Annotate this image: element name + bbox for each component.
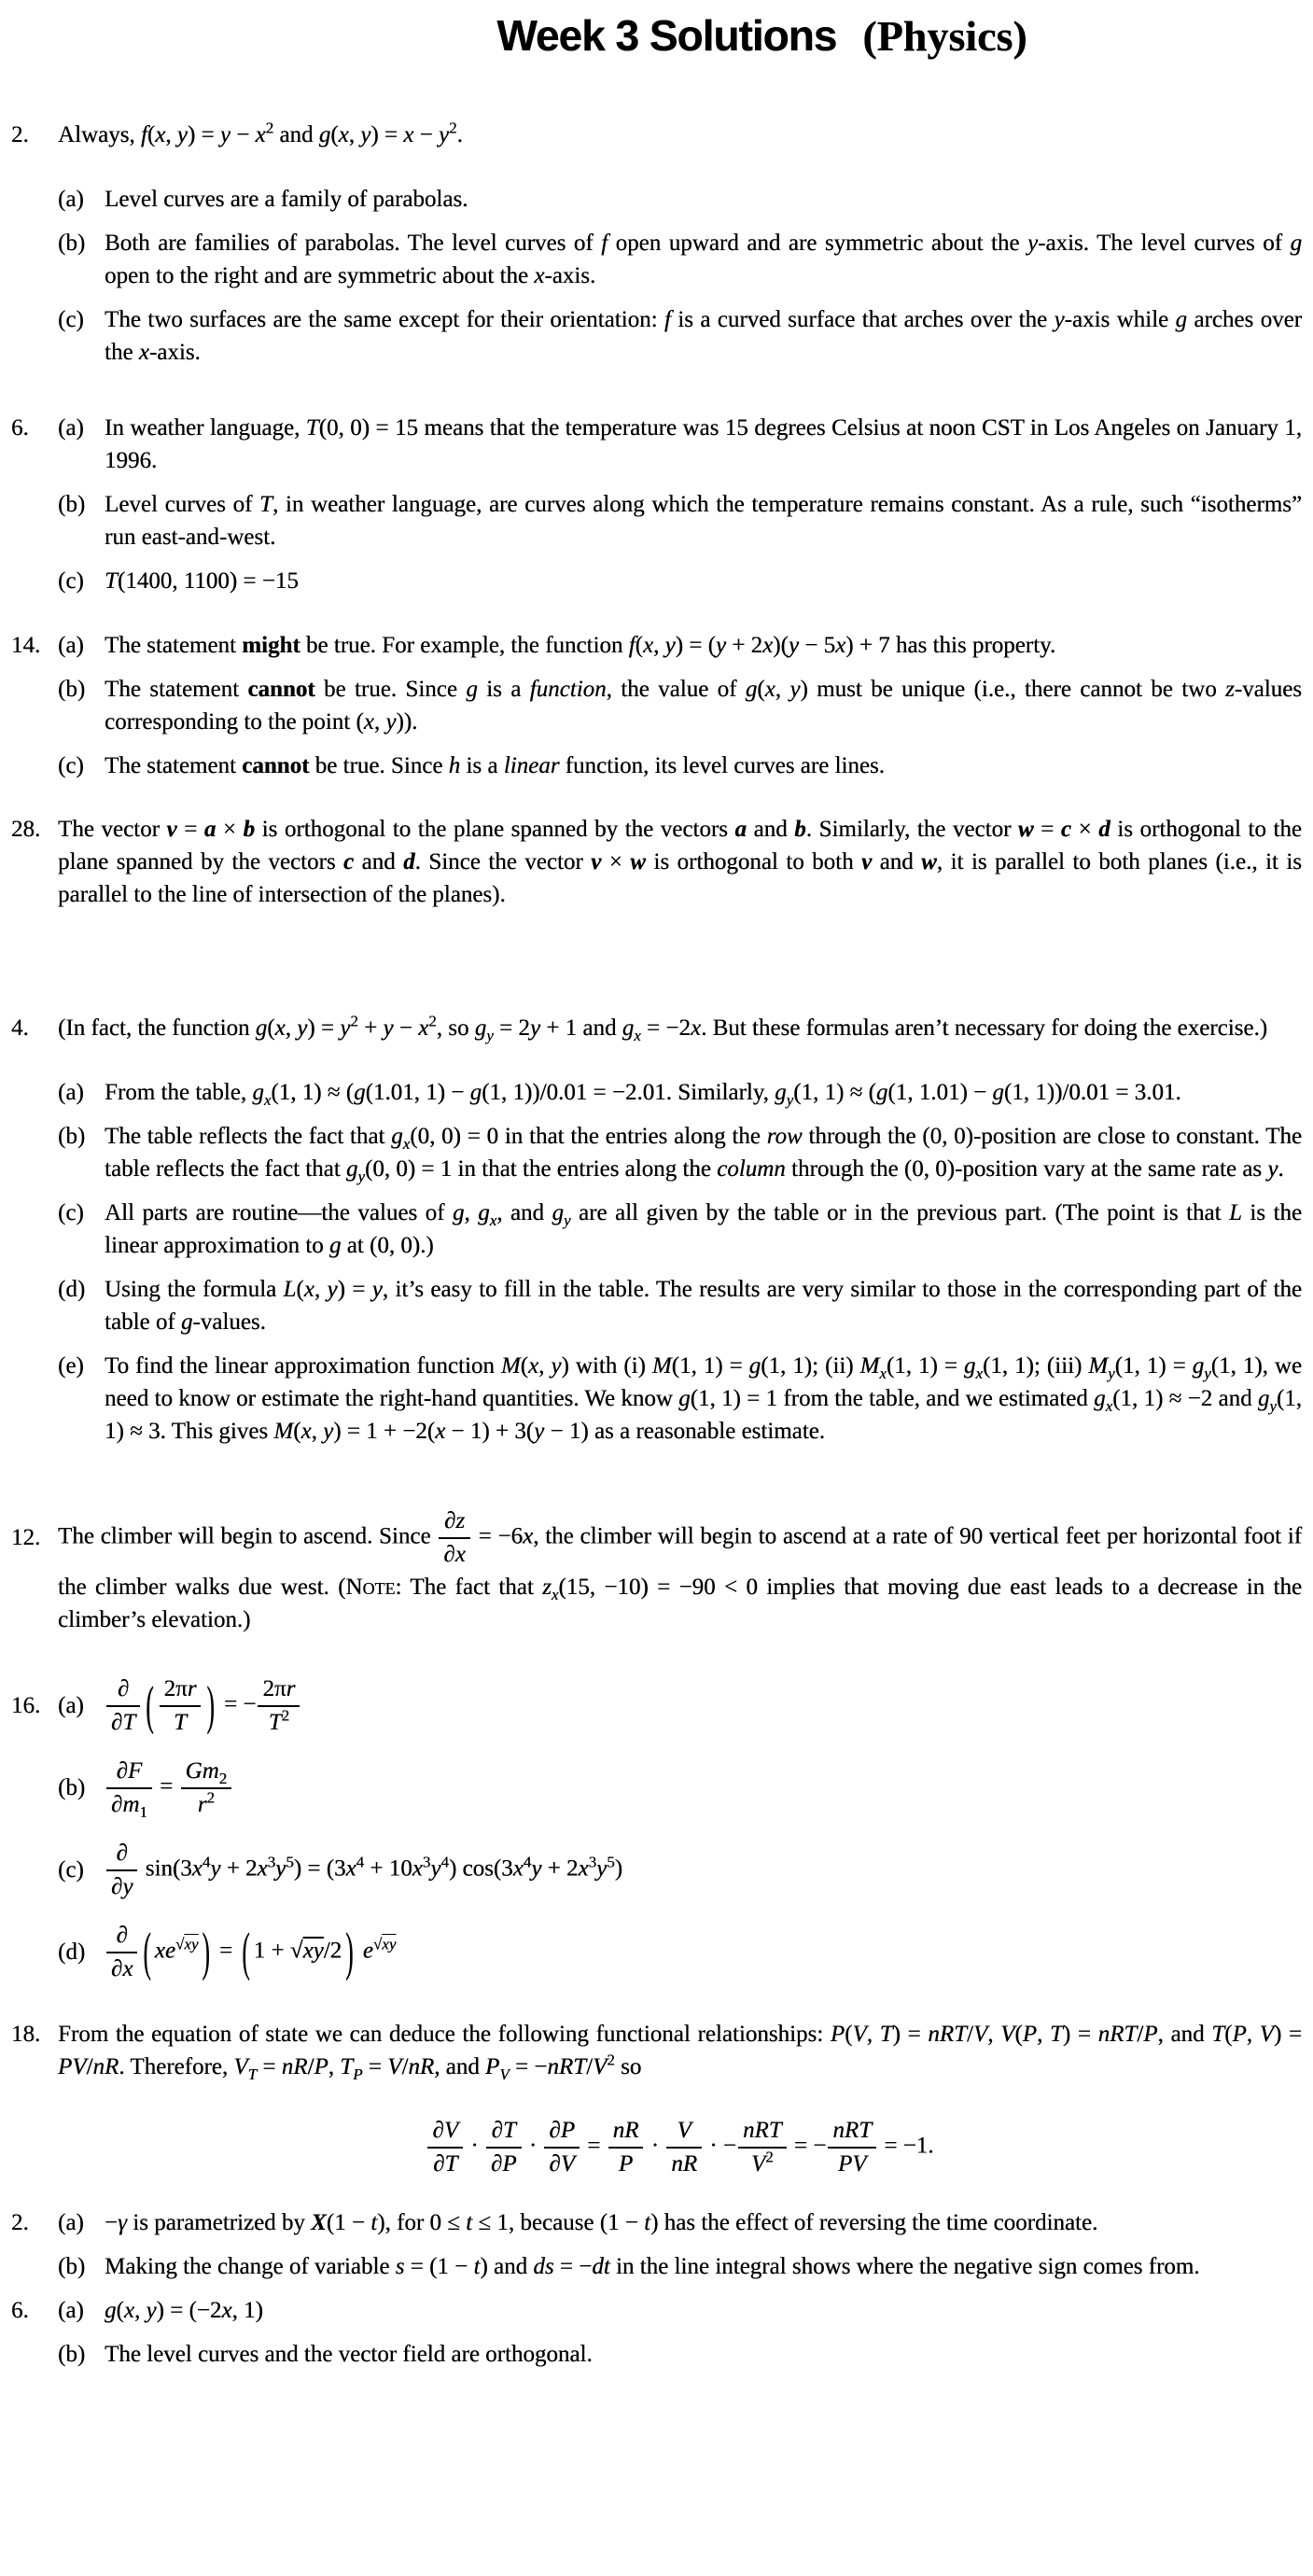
problem-number: 6. — [11, 2298, 29, 2323]
solution-part — [58, 412, 1302, 477]
problem-number: 2. — [11, 2210, 29, 2235]
page-title-main: Week 3 Solutions — [496, 11, 837, 60]
solution-part — [58, 2206, 1302, 2239]
problem-18 — [0, 2018, 1313, 2180]
part-text: Making the change of variable s = (1 − t) and ds = −dt in the line integral shows where the negative sign comes from. — [105, 2254, 1200, 2279]
part-label: (c) — [58, 753, 84, 778]
problem-6 — [0, 412, 1313, 597]
part-text: In weather language, T(0, 0) = 15 means that the temperature was 15 degrees Celsius at noon CST in Los Angeles on January 1, 1996. — [105, 415, 1302, 473]
solution-part — [58, 1120, 1302, 1185]
solution-part — [58, 1350, 1302, 1448]
page-title — [0, 0, 1313, 61]
problem-intro: The vector v = a × b is orthogonal to the plane spanned by the vectors a and b. Similarly, the vector w = c × d is orthogonal to the plane spanned by the vectors c and d. Since the vector v × w is orthogonal to both v and w, it is parallel to both planes (i.e., it is parallel to the line of intersection of the planes). — [58, 817, 1302, 907]
part-label: (a) — [58, 1693, 84, 1718]
solution-part — [58, 303, 1302, 369]
part-label: (a) — [58, 2210, 84, 2235]
problem-number: 16. — [11, 1693, 41, 1718]
part-text: The table reflects the fact that $g_x(0$, 0) = 0 in that the entries along the row through the (0, 0)-position are close to constant. The table reflects the fact that $g_y(0$, 0) = 1 in that the entries along the column through the (0, 0)-position vary at the same rate as y. — [105, 1124, 1302, 1185]
solution-part — [58, 183, 1302, 216]
part-text: Level curves of T, in weather language, are curves along which the temperature remains constant. As a rule, such “isotherms” run east-and-west. — [105, 492, 1302, 550]
part-label: (d) — [58, 1939, 86, 1965]
part-text: From the table, $g_x(1$, 1) ≈ (g(1.01, 1) − g(1, 1))/0.01 = −2.01. Similarly, $g_y(1$, 1) ≈ (g(1, 1.01) − g(1, 1))/0.01 = 3.01. — [105, 1080, 1181, 1109]
solution-part — [58, 227, 1302, 292]
problem-2 — [0, 119, 1313, 369]
part-equation: $\frac{\partial}{\partial y}$ $\sin(3x^4y + 2x^3y^5) = (3x^4 + 10x^3y^4) \cos(3x^4y + 2x^3y^5)$ — [105, 1838, 1302, 1903]
part-label: (c) — [58, 1200, 84, 1225]
problem-28 — [0, 813, 1313, 911]
problem-number: 14. — [11, 633, 41, 658]
problem-16 — [0, 1673, 1313, 1985]
part-label: (b) — [58, 2254, 86, 2279]
part-text: Both are families of parabolas. The level curves of f open upward and are symmetric about the y-axis. The level curves of g open to the right and are symmetric about the x-axis. — [105, 231, 1303, 288]
solution-part — [58, 488, 1302, 553]
part-label: (a) — [58, 187, 84, 212]
problem-12 — [0, 1505, 1313, 1636]
part-label: (b) — [58, 2342, 86, 2367]
part-label: (b) — [58, 1775, 86, 1800]
solution-part — [58, 565, 1302, 597]
part-label: (c) — [58, 1857, 84, 1883]
part-label: (a) — [58, 2298, 84, 2323]
problem-number: 4. — [11, 1015, 29, 1041]
part-label: (c) — [58, 568, 84, 594]
solution-part — [58, 1838, 1302, 1903]
part-label: (e) — [58, 1353, 84, 1379]
page-title-subject: (Physics) — [862, 12, 1027, 60]
part-label: (a) — [58, 415, 84, 441]
part-text: To find the linear approximation function M(x, y) with (i) M(1, 1) = g(1, 1); (ii) $M_x(1$, $1) = g_x(1$, 1); (iii) $M_y(1$, $1) = g_y(1$, 1), we need to know or estimate the right-hand quantities. We know g(1, 1) = 1 from the table, and we estimated $g_x(1$, 1) ≈ −2 and $g_y(1$, 1) ≈ 3. This gives M(x, y) = 1 + −2(x − 1) + 3(y − 1) as a reasonable estimate. — [105, 1353, 1303, 1444]
solution-part — [58, 1673, 1302, 1739]
problem-number: 6. — [11, 415, 29, 441]
solution-part — [58, 1197, 1302, 1262]
solution-part — [58, 2338, 1302, 2371]
part-text: The statement cannot be true. Since g is a function, the value of g(x, y) must be unique (i.e., there cannot be two z-values corresponding to the point (x, y)). — [105, 677, 1302, 735]
part-equation: $\frac{\partial}{\partial x}$ ( $xe^{√xy}$ ) = ( 1 + √xy/2 ) $e^{√xy}$ — [105, 1920, 1302, 1985]
problem-number: 2. — [11, 122, 29, 147]
part-text: Using the formula L(x, y) = y, it’s easy to fill in the table. The results are very similar to those in the corresponding part of the table of g-values. — [105, 1277, 1302, 1335]
solution-part — [58, 749, 1302, 782]
part-text: The level curves and the vector field are orthogonal. — [105, 2342, 593, 2367]
part-label: (b) — [58, 231, 86, 256]
part-label: (b) — [58, 492, 86, 517]
solution-part — [58, 629, 1302, 662]
problem-intro: (In fact, the function g(x, $y) = y^2 + y - x^2$, so $g_y = 2y + 1$ and $g_x = -2x$. But these formulas aren’t necessary for doing the exercise.) — [58, 1012, 1268, 1044]
solution-part — [58, 1273, 1302, 1338]
problem-number: 18. — [11, 2022, 41, 2047]
solution-part — [58, 1076, 1302, 1109]
problem-number: 12. — [11, 1525, 41, 1550]
part-equation: $\frac{\partial}{\partial T}$ ( $\frac{2\pi r}{T}$ ) = − $\frac{2\pi r}{T^2}$ — [105, 1673, 1302, 1739]
problem-intro: Always, f(x, $y) = y - x^2$ and g(x, $y) = x - y^2$. — [58, 119, 463, 147]
part-label: (d) — [58, 1277, 86, 1302]
part-text: −γ is parametrized by X(1 − t), for 0 ≤ t ≤ 1, because (1 − t) has the effect of reversing the time coordinate. — [105, 2210, 1098, 2235]
solution-part — [58, 1920, 1302, 1985]
solution-part — [58, 2250, 1302, 2283]
solution-part — [58, 2294, 1302, 2327]
displayed-equation: $\frac{\partial V}{\partial T}$ · $\frac{\partial T}{\partial P}$ · $\frac{\partial P}{\partial V}$ = $\frac{nR}{P}$ · $\frac{V}{nR}$ · − $\frac{\text{nRT}}{V^2}$ = − $\frac{\text{nRT}}{PV}$ = −1. — [58, 2115, 1302, 2180]
solution-part — [58, 1756, 1302, 1821]
part-text: The statement cannot be true. Since h is a linear function, its level curves are lines. — [105, 753, 885, 778]
problem-intro: From the equation of state we can deduce the following functional relationships: P(V, T) = nRT/V, V(P, T) = nRT/P, and T(P, V) = PV/nR. Therefore, $V_T = nR/P$, $T_P = V/nR$, and $P_V = -nRT/V^2$ so — [58, 2022, 1303, 2083]
problem-intro: The climber will begin to ascend. Since $\frac{\partial z}{\partial x}$ = −6x, the climber will begin to ascend at a rate of 90 vertical feet per horizontal foot if the climber walks due west. (Note: The fact that $z_x(15$, −10) = −90 < 0 implies that moving due east leads to a decrease in the climber’s elevation.) — [58, 1508, 1303, 1632]
part-text: All parts are routine—the values of g, $g_x$, and $g_y$ are all given by the table or in the previous part. (The point is that L is the linear approximation to g at (0, 0).) — [105, 1200, 1302, 1258]
part-text: The statement might be true. For example, the function f(x, y) = (y + 2x)(y − 5x) + 7 has this property. — [105, 633, 1056, 658]
part-label: (c) — [58, 307, 84, 332]
problem-4 — [0, 1012, 1313, 1448]
problem-2b — [0, 2206, 1313, 2283]
part-text: T(1400, 1100) = −15 — [105, 568, 299, 594]
part-equation: $\frac{\partial F}{\partial m_1}$ = $\frac{Gm_2}{r^2}$ — [105, 1756, 1302, 1821]
part-label: (a) — [58, 1080, 84, 1105]
problem-14 — [0, 629, 1313, 782]
part-label: (a) — [58, 633, 84, 658]
solution-part — [58, 673, 1302, 738]
part-label: (b) — [58, 677, 86, 702]
problem-6b — [0, 2294, 1313, 2371]
part-label: (b) — [58, 1124, 86, 1149]
part-text: The two surfaces are the same except for their orientation: f is a curved surface that arches over the y-axis while g arches over the x-axis. — [105, 307, 1302, 365]
problem-number: 28. — [11, 817, 41, 842]
part-text: Level curves are a family of parabolas. — [105, 187, 468, 212]
part-text: g(x, y) = (−2x, 1) — [105, 2298, 263, 2323]
